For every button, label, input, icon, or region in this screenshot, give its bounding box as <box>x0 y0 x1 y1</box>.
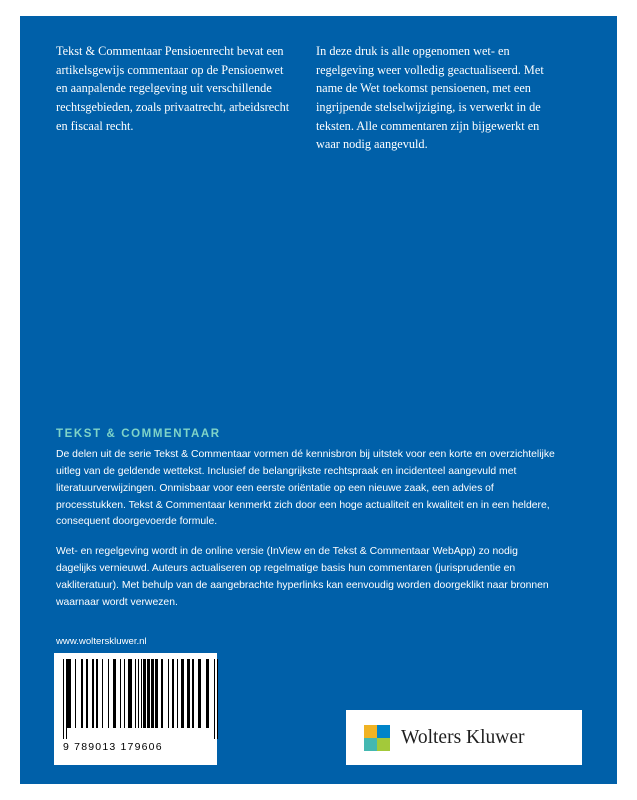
series-paragraph-1: De delen uit de serie Tekst & Commentaar vormen dé kennisbron bij uitstek voor een korte en overzichtelijke uitleg van de geldende wettekst. Inclusief de belangrijkste rechtspraak en incidenteel aangevuld met literatuurverwijzingen. Onmisbaar voor een eerste oriëntatie op een nieuwe zaak, een advies of processtukken. Tekst & Commentaar kenmerkt zich door een hoge actualiteit en kwaliteit en in een heldere, consequent doorgevoerde formule. <box>56 449 555 528</box>
book-back-cover <box>20 16 617 784</box>
intro-column-left: Tekst & Commentaar Pensioenrecht bevat een artikelsgewijs commentaar op de Pensioenwet en aanpalende regelgeving uit verschillende rechtsgebieden, zoals privaatrecht, arbeidsrecht en fiscaal recht. <box>56 44 290 133</box>
barcode-bars <box>63 659 212 739</box>
series-title: TEKST & COMMENTAAR <box>56 428 221 440</box>
intro-columns <box>56 42 576 154</box>
intro-column-right: In deze druk is alle opgenomen wet- en regelgeving weer volledig geactualiseerd. Met name de Wet toekomst pensioenen, met een ingrijpende stelselwijziging, is verwerkt in de teksten. Alle commentaren zijn bijgewerkt en waar nodig aangevuld. <box>316 44 544 152</box>
publisher-website: www.wolterskluwer.nl <box>56 636 147 647</box>
publisher-logo <box>346 710 582 765</box>
series-section <box>56 428 561 625</box>
barcode-number: 9 789013 179606 <box>63 741 163 753</box>
barcode <box>54 653 217 765</box>
wolters-kluwer-logo-icon <box>364 725 390 751</box>
series-paragraph-2: Wet- en regelgeving wordt in de online versie (InView en de Tekst & Commentaar WebApp) zo nodig dagelijks vernieuwd. Auteurs actualiseren op regelmatige basis hun commentaren (jurisprudentie en vakliteratuur). Met behulp van de aangebrachte hyperlinks kan eenvoudig worden doorgeklikt naar bronnen waarnaar wordt verwezen. <box>56 546 549 608</box>
publisher-name: Wolters Kluwer <box>401 726 525 748</box>
